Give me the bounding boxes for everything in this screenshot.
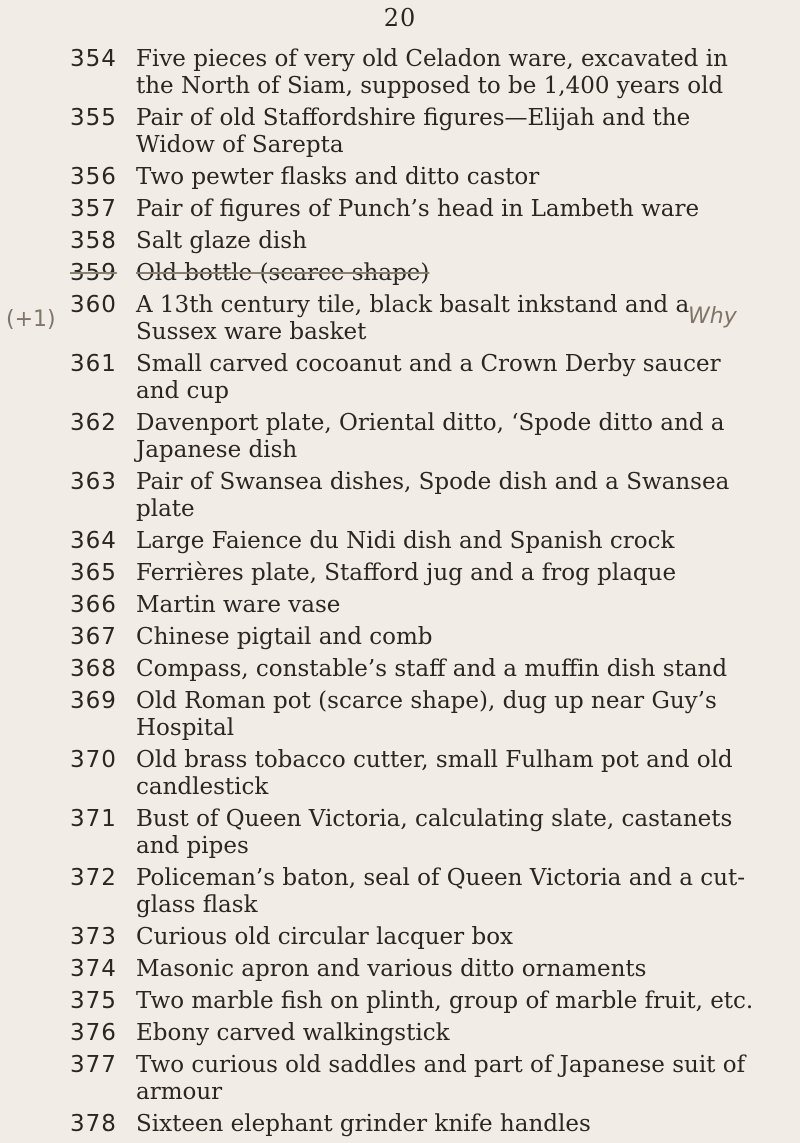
- lot-item: [70, 164, 770, 191]
- margin-mark: (+1): [6, 307, 56, 332]
- lot-description: Martin ware vase: [136, 592, 341, 618]
- lot-description: Chinese pigtail and comb: [136, 624, 433, 650]
- lot-description: Two marble fish on plinth, group of marble fruit, etc.: [136, 988, 754, 1014]
- lot-description: Pair of old Staffordshire figures—Elijah and the Widow of Sarepta: [136, 105, 691, 158]
- lot-description: Davenport plate, Oriental ditto, ‘Spode ditto and a Japanese dish: [136, 410, 725, 463]
- lot-description: A 13th century tile, black basalt inkstand and a Sussex ware basket: [136, 292, 690, 345]
- lot-item: [70, 806, 770, 860]
- lot-number: 371: [70, 806, 117, 832]
- lot-description: Two curious old saddles and part of Japanese suit of armour: [136, 1052, 746, 1105]
- lot-description: Salt glaze dish: [136, 228, 307, 254]
- lot-number: 363: [70, 469, 117, 495]
- lot-item: [70, 592, 770, 619]
- lot-number: 367: [70, 624, 117, 650]
- lot-number: 360: [70, 292, 117, 318]
- lot-item: [70, 105, 770, 159]
- lot-item: [70, 196, 770, 223]
- lot-description: Pair of Swansea dishes, Spode dish and a Swansea plate: [136, 469, 730, 522]
- lot-description: Compass, constable’s staff and a muffin dish stand: [136, 656, 728, 682]
- lot-description: Two pewter flasks and ditto castor: [136, 164, 540, 190]
- lot-item: [70, 1052, 770, 1106]
- lot-description: Ferrières plate, Stafford jug and a frog plaque: [136, 560, 677, 586]
- lot-number: 378: [70, 1111, 117, 1137]
- lot-item: [70, 228, 770, 255]
- lot-item: [70, 956, 770, 983]
- lot-item: [70, 1111, 770, 1138]
- lot-number: 373: [70, 924, 117, 950]
- lot-number: 374: [70, 956, 117, 982]
- lot-item: [70, 560, 770, 587]
- lot-number: 377: [70, 1052, 117, 1078]
- lot-item: [70, 656, 770, 683]
- lot-number: 355: [70, 105, 117, 131]
- lot-number: 356: [70, 164, 117, 190]
- lot-description: Policeman’s baton, seal of Queen Victoria and a cut-glass flask: [136, 865, 745, 918]
- lot-number: 357: [70, 196, 117, 222]
- lot-item: [70, 688, 770, 742]
- lot-number: 358: [70, 228, 117, 254]
- lot-description: Large Faience du Nidi dish and Spanish crock: [136, 528, 675, 554]
- lot-description: Old bottle (scarce shape): [136, 260, 430, 286]
- lot-description: Old Roman pot (scarce shape), dug up near Guy’s Hospital: [136, 688, 717, 741]
- lot-item: [70, 747, 770, 801]
- lot-description: Curious old circular lacquer box: [136, 924, 514, 950]
- lot-number: 362: [70, 410, 117, 436]
- lot-item: [70, 988, 770, 1015]
- pencil-annotation: Why: [688, 304, 737, 329]
- page-number: 20: [383, 4, 417, 32]
- lot-description: Bust of Queen Victoria, calculating slate, castanets and pipes: [136, 806, 733, 859]
- lot-description: Small carved cocoanut and a Crown Derby saucer and cup: [136, 351, 721, 404]
- lot-description: Masonic apron and various ditto ornaments: [136, 956, 647, 982]
- lot-description: Old brass tobacco cutter, small Fulham pot and old candlestick: [136, 747, 733, 800]
- lot-number: 369: [70, 688, 117, 714]
- lot-description: Ebony carved walkingstick: [136, 1020, 450, 1046]
- lot-description: Five pieces of very old Celadon ware, excavated in the North of Siam, supposed to be 1,400 years old: [136, 46, 728, 99]
- lot-item: [70, 528, 770, 555]
- lot-number: 361: [70, 351, 117, 377]
- lot-item: [70, 469, 770, 523]
- lot-number: 359: [70, 260, 117, 286]
- lot-number: 365: [70, 560, 117, 586]
- lot-list: [70, 46, 770, 1143]
- lot-number: 376: [70, 1020, 117, 1046]
- lot-item: [70, 865, 770, 919]
- lot-number: 354: [70, 46, 117, 72]
- lot-number: 364: [70, 528, 117, 554]
- lot-description: Pair of figures of Punch’s head in Lambeth ware: [136, 196, 700, 222]
- lot-number: 372: [70, 865, 117, 891]
- lot-number: 375: [70, 988, 117, 1014]
- lot-item: [70, 292, 770, 346]
- lot-description: Sixteen elephant grinder knife handles: [136, 1111, 591, 1137]
- lot-number: 368: [70, 656, 117, 682]
- lot-number: 370: [70, 747, 117, 773]
- lot-item: [70, 624, 770, 651]
- lot-item: [70, 46, 770, 100]
- lot-item: [70, 410, 770, 464]
- lot-item-struck: [70, 260, 770, 287]
- lot-number: 366: [70, 592, 117, 618]
- lot-item: [70, 351, 770, 405]
- lot-item: [70, 924, 770, 951]
